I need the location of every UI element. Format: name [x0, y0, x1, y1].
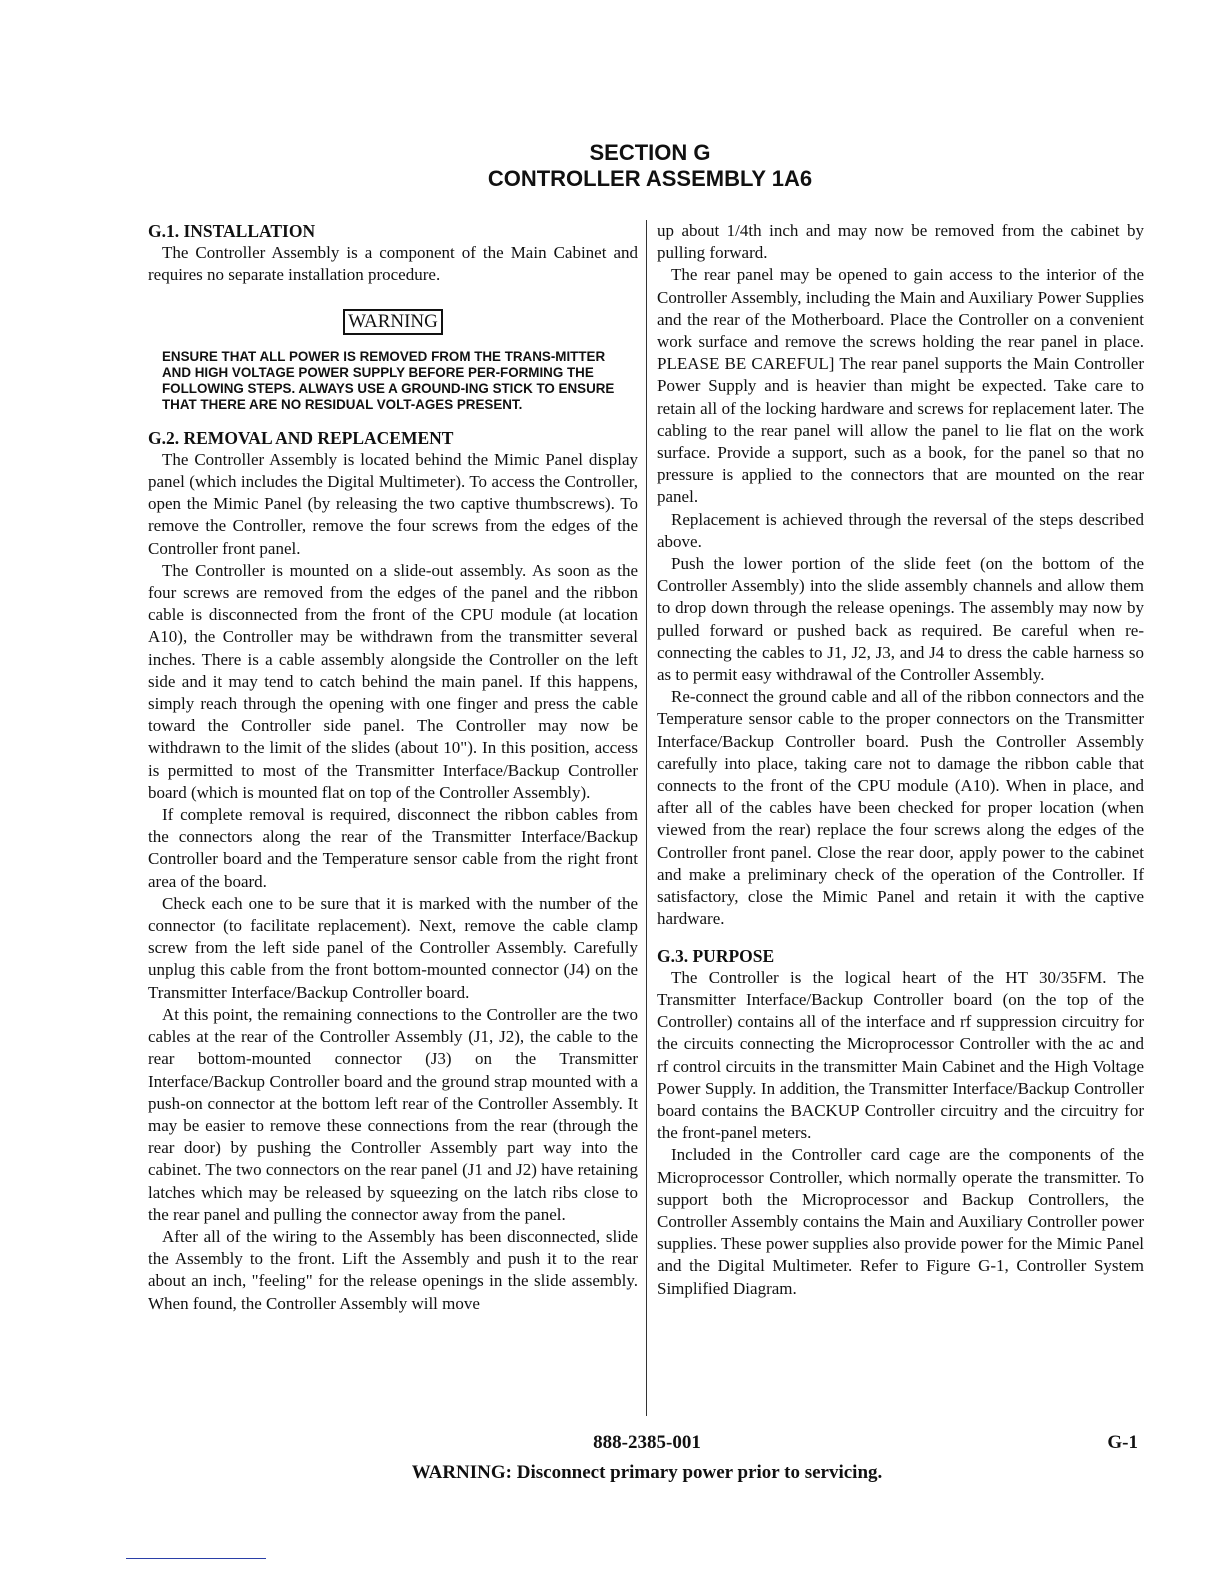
paragraph: Replacement is achieved through the reversal of the steps described above. — [657, 509, 1144, 551]
section-subtitle: CONTROLLER ASSEMBLY 1A6 — [487, 166, 813, 191]
paragraph: The Controller is mounted on a slide-out assembly. As soon as the four screws are removed from the edges of the panel and the ribbon cable is disconnected from the front of the CPU module (at location A10), the Controller may be withdrawn from the transmitter several inches. There is a cable assembly alongside the Controller on the left side and it may tend to catch behind the main panel. If this happens, simply reach through the opening with one finger and press the cable toward the Controller side panel. The Controller may now be withdrawn to the limit of the slides (about 10"). In this position, access is permitted to most of the Transmitter Interface/Backup Controller board (which is mounted flat on top of the Controller Assembly). — [148, 560, 638, 802]
right-column — [657, 220, 1144, 1300]
paragraph: If complete removal is required, disconnect the ribbon cables from the connectors along the rear of the Transmitter Interface/Backup Controller board and the Temperature sensor cable from the right front area of the board. — [148, 805, 638, 891]
document-number: 888-2385-001 — [593, 1432, 701, 1453]
bottom-rule — [126, 1558, 266, 1559]
heading-installation: G.1. INSTALLATION — [148, 221, 316, 241]
paragraph: Push the lower portion of the slide feet (on the bottom of the Controller Assembly) into the slide assembly channels and allow them to drop down through the release openings. The assembly may now by pulled forward or pushed back as required. Be careful when re-connecting the cables to J1, J2, J3, and J4 to dress the cable harness so as to permit easy withdrawal of the Controller Assembly. — [657, 554, 1144, 685]
section-title: SECTION G — [589, 140, 711, 165]
warning-box — [148, 309, 638, 335]
page-number: G-1 — [1107, 1432, 1138, 1453]
paragraph: Included in the Controller card cage are the components of the Microprocessor Controller, which normally operate the transmitter. To support both the Microprocessor and Backup Controllers, the Controller Assembly contains the Main and Auxiliary Controller power supplies. These power supplies also provide power for the Mimic Panel and the Digital Multimeter. Refer to Figure G-1, Controller System Simplified Diagram. — [657, 1145, 1144, 1298]
paragraph: The Controller Assembly is a component of the Main Cabinet and requires no separate installation procedure. — [148, 243, 638, 285]
paragraph: Re-connect the ground cable and all of the ribbon connectors and the Temperature sensor cable to the proper connectors on the Transmitter Interface/Backup Controller board. Push the Controller Assembly carefully into place, taking care not to damage the ribbon cable that connects to the front of the CPU module (A10). When in place, and after all of the cables have been checked for proper location (when viewed from the rear) replace the four screws along the edges of the Controller front panel. Close the rear door, apply power to the cabinet and make a preliminary check of the operation of the Controller. If satisfactory, close the Mimic Panel and retain it with the captive hardware. — [657, 687, 1144, 929]
paragraph: After all of the wiring to the Assembly has been disconnected, slide the Assembly to the front. Lift the Assembly and push it to the rear about an inch, "feeling" for the release openings in the slide assembly. When found, the Controller Assembly will move — [148, 1226, 638, 1313]
paragraph: The Controller Assembly is located behind the Mimic Panel display panel (which includes the Digital Multimeter). To access the Controller, open the Mimic Panel (by releasing the two captive thumbscrews). To remove the Controller, remove the four screws from the edges of the Controller front panel. — [148, 449, 638, 558]
paragraph: At this point, the remaining connections to the Controller are the two cables at the rear of the Controller Assembly (J1, J2), the cable to the rear bottom-mounted connector (J3) on the Transmitter Interface/Backup Controller board and the ground strap mounted with a push-on connector at the bottom left rear of the Controller Assembly. It may be easier to remove these connections from the rear (through the rear door) by pushing the Controller Assembly part way into the cabinet. The two connectors on the rear panel (J1 and J2) have retaining latches which may be released by squeezing on the latch ribs close to the rear panel and pulling the connector away from the panel. — [148, 1004, 638, 1224]
section-header — [0, 140, 1224, 192]
heading-purpose: G.3. PURPOSE — [657, 945, 775, 966]
footer-warning: WARNING: Disconnect primary power prior to servicing. — [411, 1462, 883, 1483]
column-divider — [646, 220, 647, 1416]
warning-label: WARNING — [343, 309, 443, 335]
paragraph: The rear panel may be opened to gain access to the interior of the Controller Assembly, including the Main and Auxiliary Power Supplies and the rear of the Motherboard. Place the Controller on a convenient work surface and remove the screws holding the rear panel in place. PLEASE BE CAREFUL] The rear panel supports the Main Controller Power Supply and is heavier than might be expected. Take care to retain all of the locking hardware and screws for replacement later. The cabling to the rear panel will allow the panel to lie flat on the work surface. Provide a support, such as a book, for the panel so that no pressure is applied to the connectors that are mounted on the rear panel. — [657, 265, 1144, 507]
paragraph: The Controller is the logical heart of the HT 30/35FM. The Transmitter Interface/Backup Controller board (on the top of the Controller) contains all of the interface and rf suppression circuitry for the circuits connecting the Microprocessor Controller with the ac and rf control circuits in the transmitter Main Cabinet and the High Voltage Power Supply. In addition, the Transmitter Interface/Backup Controller board contains the BACKUP Controller circuitry and the circuitry for the front-panel meters. — [657, 967, 1144, 1143]
heading-removal: G.2. REMOVAL AND REPLACEMENT — [148, 427, 454, 448]
paragraph: Check each one to be sure that it is marked with the number of the connector (to facilitate replacement). Next, remove the cable clamp screw from the left side panel of the Controller Assembly. Carefully unplug this cable from the front bottom-mounted connector (J4) on the Transmitter Interface/Backup Controller board. — [148, 893, 638, 1002]
left-column — [148, 220, 638, 1315]
paragraph: up about 1/4th inch and may now be removed from the cabinet by pulling forward. — [657, 221, 1144, 263]
warning-text: ENSURE THAT ALL POWER IS REMOVED FROM THE TRANS-MITTER AND HIGH VOLTAGE POWER SUPPLY BEFORE PER-FORMING THE FOLLOWING STEPS. ALWAYS USE A GROUND-ING STICK TO ENSURE THAT THERE ARE NO RESIDUAL VOLT-AGES PRESENT. — [162, 348, 615, 412]
